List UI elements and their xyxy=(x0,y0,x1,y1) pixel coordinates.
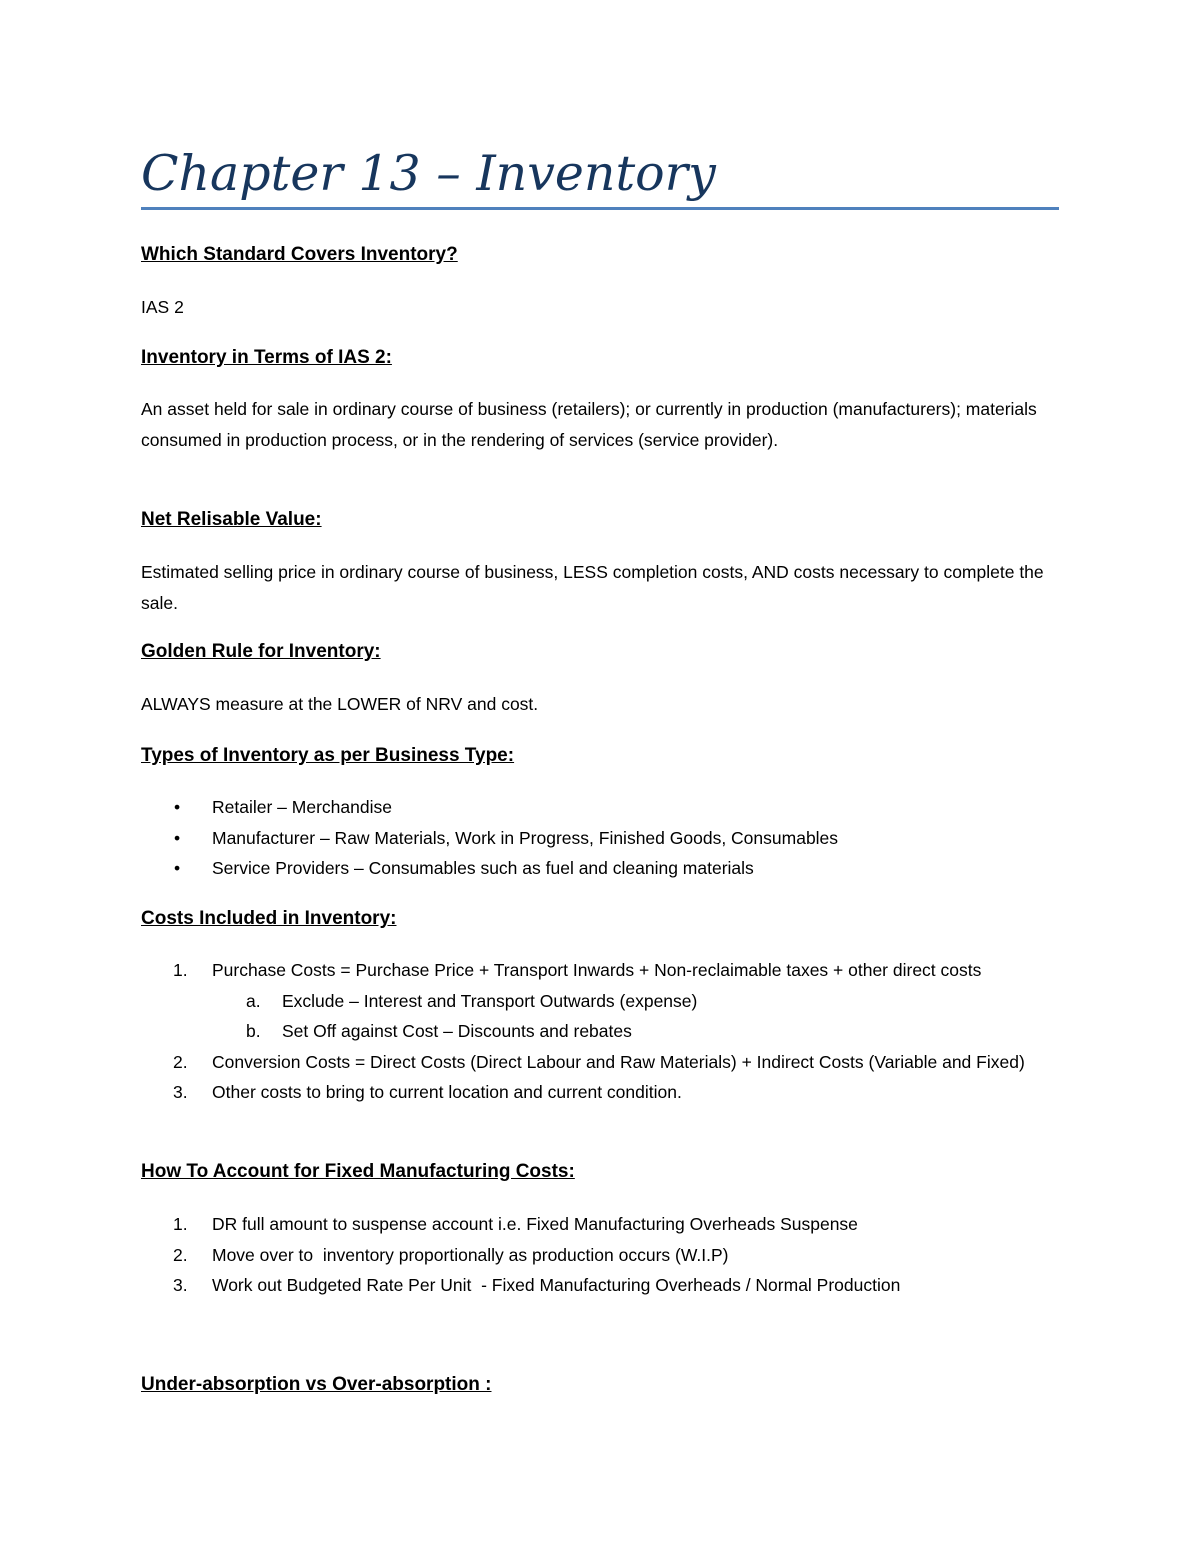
heading-net-relisable-value: Net Relisable Value: xyxy=(141,509,322,530)
list-marker: 3. xyxy=(173,1275,188,1295)
list-item-text: Move over to inventory proportionally as production occurs (W.I.P) xyxy=(212,1244,729,1265)
list-item-text: Exclude – Interest and Transport Outwards (expense) xyxy=(282,990,698,1011)
heading-which-standard: Which Standard Covers Inventory? xyxy=(141,244,458,265)
bullet-icon: • xyxy=(174,827,181,848)
fixed-costs-numbered-list xyxy=(141,1209,1059,1301)
heading-types-of-inventory: Types of Inventory as per Business Type: xyxy=(141,745,515,766)
list-item xyxy=(141,1047,1059,1078)
list-marker: 1. xyxy=(173,1214,188,1234)
types-bullet-list xyxy=(141,792,1059,884)
body-golden-rule: ALWAYS measure at the LOWER of NRV and cost. xyxy=(141,694,539,714)
list-item-text: Purchase Costs = Purchase Price + Transport Inwards + Non-reclaimable taxes + other direct costs xyxy=(212,960,982,980)
list-item xyxy=(141,1077,1059,1108)
list-marker: 3. xyxy=(173,1082,188,1102)
list-item-text: Manufacturer – Raw Materials, Work in Progress, Finished Goods, Consumables xyxy=(212,827,839,848)
bullet-icon: • xyxy=(174,858,181,878)
chapter-title: Chapter 13 – Inventory xyxy=(141,145,716,202)
costs-numbered-list xyxy=(141,955,1059,1108)
list-item xyxy=(141,823,1059,854)
list-item-text: Service Providers – Consumables such as fuel and cleaning materials xyxy=(212,858,754,878)
list-item xyxy=(141,853,1059,884)
heading-fixed-manufacturing-costs: How To Account for Fixed Manufacturing Costs: xyxy=(141,1161,575,1182)
heading-golden-rule: Golden Rule for Inventory: xyxy=(141,641,381,662)
sub-list-item xyxy=(141,986,1059,1017)
sub-list-item xyxy=(141,1016,1059,1047)
title-underline-rule xyxy=(141,207,1059,210)
heading-inventory-ias2: Inventory in Terms of IAS 2: xyxy=(141,347,392,368)
list-item-text: Retailer – Merchandise xyxy=(212,797,392,817)
body-nrv: Estimated selling price in ordinary course of business, LESS completion costs, AND costs necessary to complete the sale. xyxy=(141,562,1044,613)
body-definition: An asset held for sale in ordinary course of business (retailers); or currently in production (manufacturers); materials consumed in production process, or in the rendering of services (service provider). xyxy=(141,399,1037,450)
heading-costs-included: Costs Included in Inventory: xyxy=(141,908,397,929)
list-item xyxy=(141,1270,1059,1301)
list-marker: b. xyxy=(246,1021,261,1041)
list-item-text: Conversion Costs = Direct Costs (Direct Labour and Raw Materials) + Indirect Costs (Variable and Fixed) xyxy=(212,1051,1025,1072)
list-item-text: DR full amount to suspense account i.e. Fixed Manufacturing Overheads Suspense xyxy=(212,1214,858,1234)
list-item-text: Other costs to bring to current location and current condition. xyxy=(212,1082,682,1102)
list-item xyxy=(141,955,1059,986)
list-marker: 2. xyxy=(173,1051,188,1072)
list-marker: a. xyxy=(246,990,261,1011)
list-item-text: Work out Budgeted Rate Per Unit - Fixed Manufacturing Overheads / Normal Production xyxy=(212,1275,901,1295)
list-item xyxy=(141,1209,1059,1240)
list-item-text: Set Off against Cost – Discounts and rebates xyxy=(282,1021,632,1041)
list-marker: 2. xyxy=(173,1244,188,1265)
bullet-icon: • xyxy=(174,797,181,817)
heading-under-over-absorption: Under-absorption vs Over-absorption : xyxy=(141,1374,492,1395)
body-standard: IAS 2 xyxy=(141,297,184,317)
list-marker: 1. xyxy=(173,960,188,980)
list-item xyxy=(141,792,1059,823)
list-item xyxy=(141,1240,1059,1271)
